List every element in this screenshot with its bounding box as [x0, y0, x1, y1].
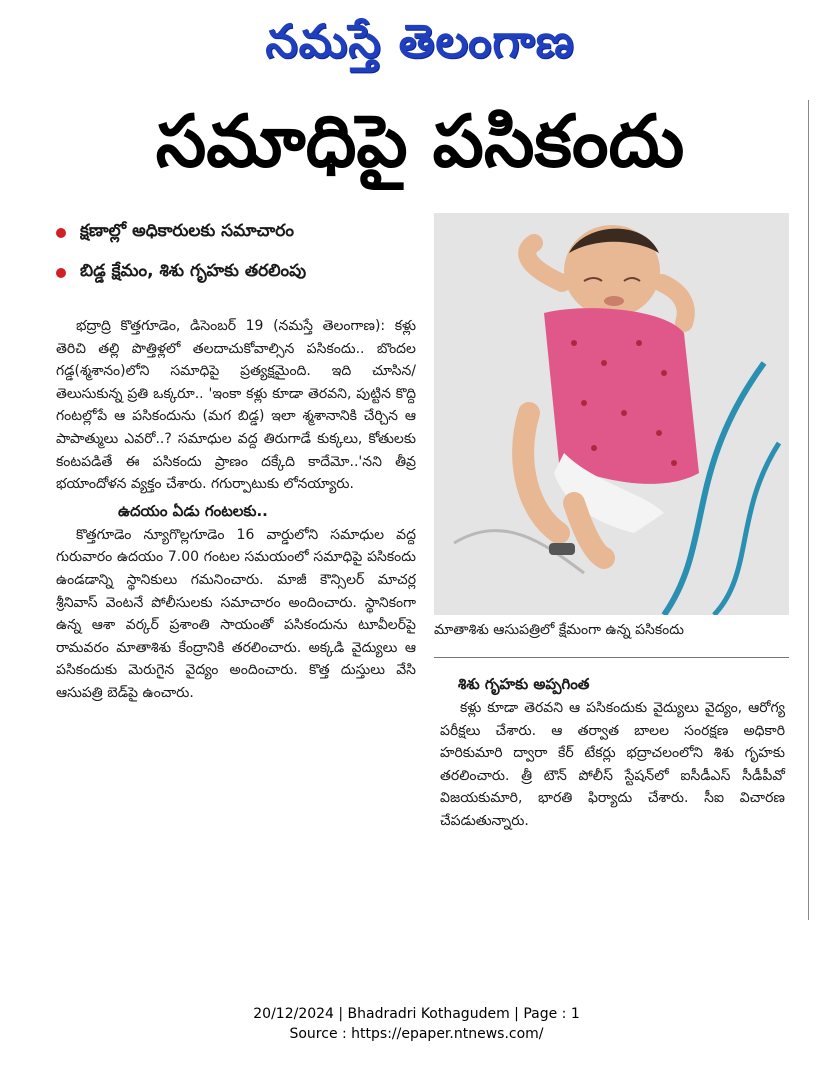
bullet-text: బిడ్డ క్షేమం, శిశు గృహకు తరలింపు: [80, 261, 307, 281]
column-divider: [808, 100, 809, 920]
section-subhead: ఉదయం ఏడు గంటలకు..: [118, 501, 268, 520]
bullet-text: క్షణాల్లో అధికారులకు సమాచారం: [80, 221, 294, 241]
footer-dateline: 20/12/2024 | Bhadradri Kothagudem | Page : 1: [253, 1006, 580, 1022]
article-paragraph: కొత్తగూడెం న్యూగొల్లగూడెం 16 వార్డులోని సమాధుల వద్ద గురువారం ఉదయం 7.00 గంటల సమయంలో సమాధిపై పసికందు ఉండడాన్ని స్థానికులు గమనించారు. మాజీ కౌన్సిలర్ మాచర్ల శ్రీనివాస్ వెంటనే పోలీసులకు సమాచారం అందించారు. స్థానికంగా ఉన్న ఆశా వర్కర్ ప్రశాంతి సాయంతో పసికందును టూవీలర్‌పై రామవరం మాతాశిశు కేంద్రానికి తరలించారు. అక్కడి వైద్యులు ఆ పసికందుకు మెరుగైన వైద్యం అందించారు. కొత్త దుస్తులు వేసి ఆసుపత్రి బెడ్‌పై ఉంచారు.: [56, 526, 416, 701]
section-subhead: శిశు గృహకు అప్పగింత: [458, 675, 590, 693]
photo-caption: మాతాశిశు ఆసుపత్రిలో క్షేమంగా ఉన్న పసికందు: [434, 622, 684, 638]
newspaper-masthead: నమస్తే తెలంగాణ: [265, 14, 575, 68]
left-column: [56, 315, 416, 705]
right-column: [440, 673, 785, 833]
baby-illustration: [434, 213, 789, 615]
bullet-dot-icon: [56, 228, 66, 238]
caption-divider: [434, 657, 789, 658]
footer-source: Source : https://epaper.ntnews.com/: [289, 1026, 544, 1042]
bullet-dot-icon: [56, 268, 66, 278]
page-footer: [0, 1004, 833, 1044]
bullet-item: [52, 213, 422, 253]
bullet-item: [52, 253, 422, 293]
article-headline: సమాధిపై పసికందు: [155, 99, 685, 183]
baby-photo: [434, 213, 789, 615]
article-paragraph: కళ్లు కూడా తెరవని ఆ పసికందుకు వైద్యులు వైద్యం, ఆరోగ్య పరీక్షలు చేశారు. ఆ తర్వాత బాలల సంరక్షణ అధికారి హరికుమారి ద్వారా కేర్ టేకర్లు భద్రాచలంలోని శిశు గృహకు తరలించారు. త్రీ టౌన్ పోలీస్ స్టేషన్‌లో ఐసీడీఎస్ సీడీపీవో విజయకుమారి, భారతి ఫిర్యాదు చేశారు. సీఐ విచారణ చేపడుతున్నారు.: [440, 700, 785, 829]
article-paragraph: భద్రాద్రి కొత్తగూడెం, డిసెంబర్ 19 (నమస్తే తెలంగాణ): కళ్లు తెరిచి తల్లి పొత్తిళ్లలో తలదాచుకోవాల్సిన పసికందు.. బొందల గడ్డ(శ్మశానం)లోని సమాధిపై ప్రత్యక్షమైంది. ఇది చూసిన/తెలుసుకున్న ప్రతి ఒక్కరూ.. 'ఇంకా కళ్లు కూడా తెరవని, పుట్టిన కొద్ది గంటల్లోపే ఆ పసికందును (మగ బిడ్డ) ఇలా శ్మశానానికి చేర్చిన ఆ పాపాత్ములు ఎవరో..? సమాధుల వద్ద తిరుగాడే కుక్కలు, కోతులకు కంటపడితే ఈ పసికందు ప్రాణం దక్కేది కాదేమో..'నని తీవ్ర భయాందోళన వ్యక్తం చేశారు. గగుర్పాటుకు లోనయ్యారు.: [56, 318, 416, 493]
highlight-bullets: [52, 213, 422, 293]
